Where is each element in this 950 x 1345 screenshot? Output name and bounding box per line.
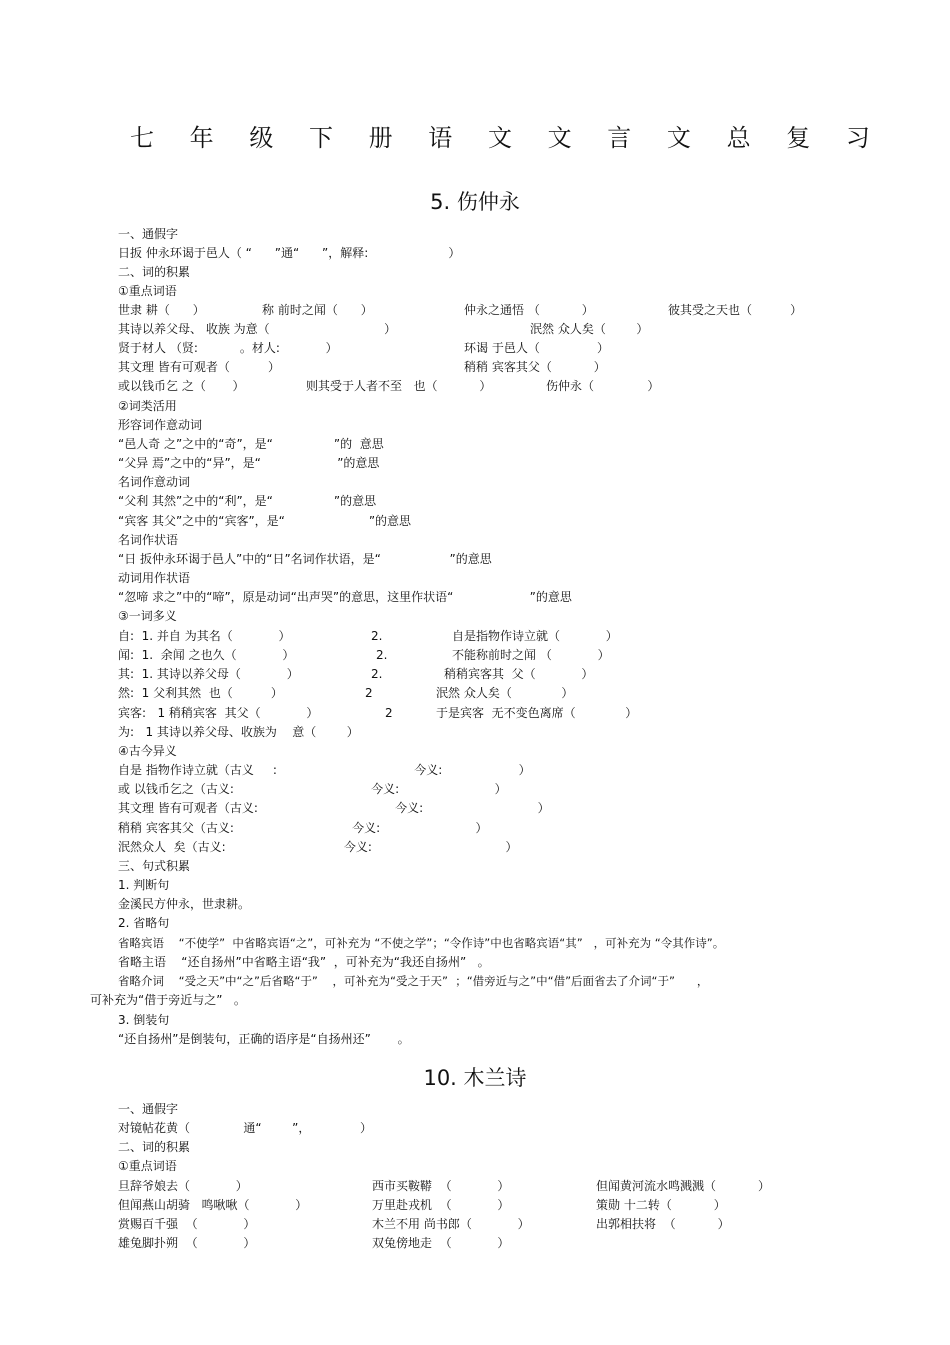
cell: 环谒 于邑人（ ） [464, 341, 610, 355]
polysemy-row [118, 723, 359, 742]
cell: 2. [371, 667, 383, 681]
cell: 旦辞爷娘去（ ） [118, 1179, 248, 1193]
cell: 贤于材人 （贤: 。材人: ） [118, 341, 338, 355]
text-line: 省略宾语 “不使学” 中省略宾语“之”，可补充为 “不使之学”；“令作诗”中也省略宾语“其” ，可补充为 “令其作诗”。 [118, 936, 725, 950]
cell: 伤仲永（ ） [546, 379, 660, 393]
cell: 自: 1. 并自 为其名（ ） [118, 629, 291, 643]
cell: 或以钱币乞 之（ ） [118, 379, 245, 393]
text-line: “邑人奇 之”之中的“奇”，是“ ”的 意思 [118, 437, 384, 451]
polysemy-row [118, 665, 594, 684]
title-char: 文 [487, 124, 512, 152]
text-line: 日扳 仲永环谒于邑人（ “ ”通“ ”，解释: ） [118, 246, 461, 260]
text-line: 对镜帖花黄（ 通“ ”， ） [118, 1121, 372, 1135]
key-words-row [118, 377, 660, 396]
text-line: 形容词作意动词 [118, 418, 203, 432]
text-line: 二、词的积累 [118, 1140, 191, 1154]
text-line: 省略介词 “受之天”中“之”后省略“于” ，可补充为“受之于天” ；“借旁近与之”中“借”后面省去了介词“于” ， [118, 974, 709, 988]
text-line: 3. 倒装句 [118, 1013, 170, 1027]
key-words-row [118, 1215, 730, 1234]
text-line: ③一词多义 [118, 609, 177, 623]
cell: 2 [385, 706, 393, 720]
text-line: “忽啼 求之”中的“啼”，原是动词“出声哭”的意思，这里作状语“ ”的意思 [118, 590, 572, 604]
cell: 西市买鞍鞯 （ ） [372, 1179, 510, 1193]
cell: 策勋 十二转（ ） [596, 1198, 726, 1212]
text-line: 一、通假字 [118, 227, 179, 241]
polysemy-row [118, 627, 618, 646]
key-words-row [118, 339, 610, 358]
cell: 2. [376, 648, 388, 662]
title-char: 语 [428, 124, 453, 152]
cell: 2. [371, 629, 383, 643]
text-line: 省略主语 “还自扬州”中省略主语“我” ，可补充为“我还自扬州” 。 [118, 955, 490, 969]
title-char: 七 [130, 124, 154, 152]
text-line: “宾客 其父”之中的“宾客”，是“ ”的意思 [118, 514, 412, 528]
lesson5-heading: 5. 伤仲永 [430, 190, 520, 214]
text-line: 名词作状语 [118, 533, 179, 547]
title-char: 习 [845, 124, 870, 152]
cell: 其: 1. 其诗以养父母（ ） [118, 667, 299, 681]
key-words-row [118, 1196, 726, 1215]
text-line: ①重点词语 [118, 284, 177, 298]
cell: 木兰不用 尚书郎（ ） [372, 1217, 530, 1231]
cell: 但闻黄河流水鸣溅溅（ ） [596, 1179, 770, 1193]
text-line: “日 扳仲永环谒于邑人”中的“日”名词作状语，是“ ”的意思 [118, 552, 492, 566]
cell: 闻: 1. 余闻 之也久（ ） [118, 648, 295, 662]
text-line: 泯然众人 矣（古义: 今义: ） [118, 840, 518, 854]
title-char: 册 [368, 124, 393, 152]
cell: 彼其受之天也（ ） [668, 303, 803, 317]
title-char: 总 [726, 124, 751, 152]
cell: 但闻燕山胡骑 鸣啾啾（ ） [118, 1198, 308, 1212]
text-line: 可补充为“借于旁近与之” 。 [90, 993, 246, 1007]
polysemy-row [118, 646, 610, 665]
text-line: “父利 其然”之中的“利”，是“ ”的意思 [118, 494, 377, 508]
cell: 双兔傍地走 （ ） [372, 1236, 510, 1250]
cell: 则其受于人者不至 也（ ） [306, 379, 492, 393]
title-char: 下 [308, 124, 333, 152]
text-line: 名词作意动词 [118, 475, 191, 489]
title-char: 言 [607, 124, 632, 152]
text-line: 金溪民方仲永，世隶耕。 [118, 897, 251, 911]
cell: 稍稍宾客其 父（ ） [444, 667, 594, 681]
text-line: 三、句式积累 [118, 859, 191, 873]
cell: 世隶 耕（ ） [118, 303, 205, 317]
text-line: ②词类活用 [118, 399, 177, 413]
cell: 泯然 众人矣（ ） [436, 686, 574, 700]
key-words-row [118, 320, 649, 339]
cell: 然: 1 父利其然 也（ ） [118, 686, 283, 700]
cell: 于是宾客 无不变色离席（ ） [436, 706, 638, 720]
text-line: 稍稍 宾客其父（古义: 今义: ） [118, 821, 488, 835]
polysemy-row [118, 684, 574, 703]
text-line: ④古今异义 [118, 744, 177, 758]
text-line: 二、词的积累 [118, 265, 191, 279]
polysemy-row [118, 704, 638, 723]
title-char: 级 [249, 124, 274, 152]
cell: 雄兔脚扑朔 （ ） [118, 1236, 256, 1250]
cell: 2 [365, 686, 373, 700]
text-line: 1. 判断句 [118, 878, 170, 892]
key-words-row [118, 1234, 510, 1253]
title-char: 复 [786, 124, 811, 152]
text-line: 其文理 皆有可观者（古义: 今义: ） [118, 801, 550, 815]
key-words-row [118, 301, 803, 320]
cell: 赏赐百千强 （ ） [118, 1217, 256, 1231]
cell: 万里赴戎机 （ ） [372, 1198, 510, 1212]
key-words-row [118, 358, 606, 377]
cell: 自是指物作诗立就（ ） [452, 629, 618, 643]
cell: 为: 1 其诗以养父母、收族为 意（ ） [118, 725, 359, 739]
text-line: 2. 省略句 [118, 916, 170, 930]
lesson10-heading: 10. 木兰诗 [423, 1066, 527, 1090]
text-line: 动词用作状语 [118, 571, 191, 585]
title-char: 年 [189, 124, 214, 152]
cell: 其诗以养父母、 收族 为意（ ） [118, 322, 397, 336]
text-line: ①重点词语 [118, 1159, 177, 1173]
cell: 宾客: 1 稍稍宾客 其父（ ） [118, 706, 319, 720]
cell: 出郭相扶将 （ ） [596, 1217, 730, 1231]
title-char: 文 [666, 124, 691, 152]
text-line: 自是 指物作诗立就（古义 : 今义: ） [118, 763, 531, 777]
cell: 其文理 皆有可观者（ ） [118, 360, 280, 374]
page-title [130, 118, 870, 153]
text-line: 或 以钱币乞之（古义: 今义: ） [118, 782, 507, 796]
cell: 称 前时之闻（ ） [262, 303, 373, 317]
cell: 仲永之通悟 （ ） [464, 303, 594, 317]
cell: 不能称前时之闻 （ ） [452, 648, 610, 662]
title-char: 文 [547, 124, 572, 152]
cell: 稍稍 宾客其父（ ） [464, 360, 606, 374]
cell: 泯然 众人矣（ ） [530, 322, 649, 336]
text-line: 一、通假字 [118, 1102, 179, 1116]
key-words-row [118, 1177, 770, 1196]
text-line: “还自扬州”是倒装句，正确的语序是“自扬州还” 。 [118, 1032, 410, 1046]
text-line: “父异 焉”之中的“异”，是“ ”的意思 [118, 456, 380, 470]
